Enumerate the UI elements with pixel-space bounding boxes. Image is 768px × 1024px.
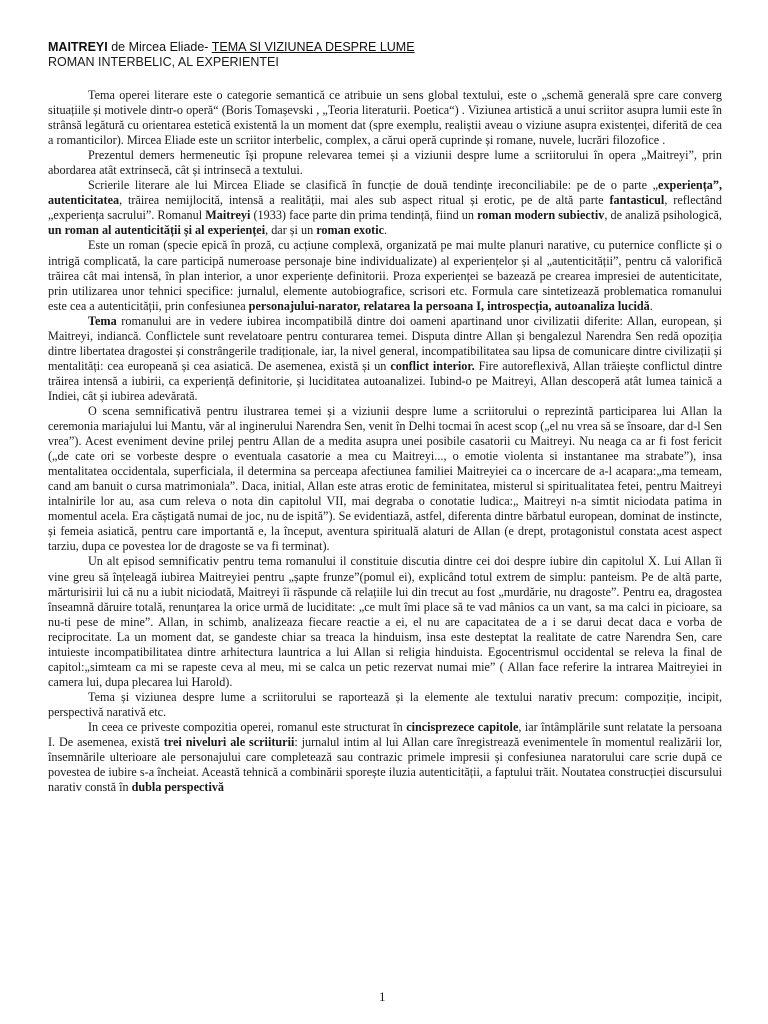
bold-phrase: personajului-narator, relatarea la persoana I, introspecția, autoanaliza lucidă [248, 298, 650, 313]
text-run: Tema și viziunea despre lume a scriitorului se raportează și la elemente ale textului narativ precum: compoziție, incipit, perspectivă narativă etc. [48, 689, 722, 719]
text-run: O scena semnificativă pentru ilustrarea temei și a viziunii despre lume a scriitorului o reprezintă participarea lui Allan la ceremonia mariajului lui Mantu, văr al inginerului Narendra Sen, venit în Delhi tocmai în acest scop („el nu vrea să se însoare, dar d-l Sen vrea”). Acest eveniment devine prilej pentru Allan de a medita asupra unei posibile casatorii cu Maitreyi. Nu neaga ca ar fi fost fericit („de cate ori se vorbeste despre o eventuala casatorie a mea cu Maitreyi..., o emotie violenta si instantanee ma strabate”), insa mentalitatea occidentala, superficiala, il determina sa perceapa afectiunea familiei Maitreyiei ca o incercare de a-l acapara:„ma temeam, cand am banuit o cursa matrimoniala”. Daca, initial, Allan este atras erotic de feminitatea, misterul si spiritualitatea fetei, pentru Maitreyi intalnirile lor au, asa cum releva o nota din capitolul VII, mai degraba o conotatie ludica:„ Maitreyi n-a simtit niciodata patima in momentul acela. Era căștigată numai de joc, nu de ispită”). Se evidentiază, astfel, diferenta dintre bărbatul european, dominat de instincte, și femeia asiatică, pentru care importantă e, la început, aventura spirituală alaturi de Allan (e drept, protagonistul constata acest aspect tarziu, dupa ce povestea lor de dragoste se va fi terminat). [48, 403, 722, 554]
text-run: Este un roman (specie epică în proză, cu acțiune complexă, organizată pe mai multe planuri narative, cu puternice conflicte și o intrigă complicată, la care participă numeroase personaje bine individualizate) al experiențelor și al „autenticității”, pentru că valorifică trăirea cât mai intensă, în plan interior, a unor experiențe definitorii. Proza experienței se bazează pe crearea impresiei de autenticitate, prin utilizarea unor tehnici specifice: jurnalul, elemente autobiografice, scrisori etc. Formula care sintetizează problematica romanului este cea a autenticității, prin confesiunea [48, 238, 722, 313]
title-theme: TEMA SI VIZIUNEA DESPRE LUME [211, 40, 415, 54]
title-author-name: MAITREYI [48, 40, 108, 54]
text-run: Fire autoreflexivă, Allan trăiește conflictul dintre trăirea intensă a iubirii, ca experiență definitorie, și luciditatea autoanalizei. Iubind-o pe Maitreyi, Allan descoperă atât lumea tainică a Indiei, cât și iubirea adevărată. [48, 358, 722, 403]
text-run: : jurnalul intim al lui Allan care înregistrează evenimentele în momentul realizării lor, însemnările ulterioare ale personajului care completează sau contrazic primele impresii și confesiunea naratorului care scrie după ce povestea de iubire s-a încheiat. Această tehnică a combinării sporește iluzia autenticității, a faptului trăit. Noutatea construcției discursului narativ constă în [48, 735, 722, 795]
bold-phrase: dubla perspectivă [131, 780, 225, 795]
text-run: . [384, 223, 388, 238]
document-body [48, 88, 722, 795]
text-run: , dar și un [265, 223, 317, 238]
text-run: Scrierile literare ale lui Mircea Eliade se clasifică în funcție de două tendințe ireconciliabile: pe de o parte „ [88, 178, 659, 193]
text-run: Prezentul demers hermeneutic își propune relevarea temei și a viziunii despre lume a scriitorului în opera „Maitreyi”, prin abordarea atât extrinsecă, cât și intrinsecă a textului. [48, 148, 722, 178]
paragraph-7 [48, 554, 722, 689]
document-subtitle: ROMAN INTERBELIC, AL EXPERIENTEI [48, 55, 279, 69]
text-run: Un alt episod semnificativ pentru tema romanului il constituie discutia dintre cei doi despre iubire din capitolul X. Lui Allan îi vine greu să înțeleagă iubirea Maitreyiei pentru „șapte frunze”(pomul ei), explicând totul extrem de simplu: panteism. Pe de altă parte, mărturisirii lui că nu a iubit niciodată, Maitreyi îi răspunde că relațiile lui din trecut au fost „murdărie, nu dragoste”. Pentru ea, dragostea înseamnă dăruire totală, renunțarea la orice urmă de luciditate: „ce mult îmi place să te vad mânios ca un vant, sa ma calci in picioare, sa nu-ti pese de mine”. Allan, in schimb, analizeaza fiecare reactie a ei, el nu are capacitatea de a i se darui decat daca e vorba de reciprocitate. La un moment dat, se gandeste chiar sa treaca la hinduism, insa este desteptat la realitate de catre Narendra Sen, care intuieste incompatibilitatea dintre arhitectura launtrica a lui Allan si religia hinduista. Egocentrismul occidental se releva la final de capitol:„simteam ca mi se rapeste ceva al meu, mi se calca un petic rezervat numai mie” ( Allan face referire la intrarea Maitreyiei in camera lui, dupa plecarea lui Harold). [48, 554, 722, 689]
text-run: , de analiză psihologică, [604, 208, 722, 223]
document-page [48, 40, 722, 795]
title-by-author: de Mircea Eliade- [107, 40, 212, 54]
bold-phrase: experiența”, autenticitatea [48, 178, 722, 208]
text-run: , reflectând „experiența sacrului”. Romanul [48, 193, 722, 223]
paragraph-6 [48, 404, 722, 554]
page-number: 1 [379, 989, 386, 1004]
bold-phrase: trei niveluri ale scriiturii [163, 735, 295, 750]
text-run: , iar întâmplările sunt relatate la persoana I. De asemenea, există [48, 719, 722, 750]
bold-phrase: roman modern subiectiv [477, 208, 605, 223]
bold-phrase: un roman al autenticității și al experienței [48, 223, 266, 238]
bold-phrase: Maitreyi [205, 208, 251, 223]
document-title [48, 40, 722, 55]
bold-phrase: fantasticul [609, 193, 665, 208]
bold-phrase: Tema [88, 313, 117, 328]
paragraph-9 [48, 720, 722, 795]
paragraph-5 [48, 314, 722, 404]
paragraph-1 [48, 88, 722, 148]
text-run: . [649, 298, 653, 313]
paragraph-8 [48, 690, 722, 720]
text-run: Tema operei literare este o categorie semantică ce atribuie un sens global textului, este o „schemă generală spre care converg situațiile și motivele dintr-o operă“ (Boris Tomașevski , „Teoria literaturii. Poetica“) . Viziunea artistică a unui scriitor asupra lumii este în strânsă legătură cu orientarea estetică existentă la un moment dat (spre exemplu, realiștii aveau o viziune asupra existenței, diferită de cea a romanticilor). Mircea Eliade este un scriitor interbelic, complex, a cărui operă cuprinde și romane, nuvele, lucrări filozofice . [48, 88, 722, 148]
bold-phrase: cincisprezece capitole [406, 719, 519, 734]
text-run: In ceea ce priveste compozitia operei, romanul este structurat în [88, 719, 407, 734]
bold-phrase: roman exotic [316, 223, 385, 238]
text-run: , trăirea nemijlocită, intensă a realității, mai ales sub aspect ritual și erotic, pe de altă parte [119, 193, 610, 208]
text-run: (1933) face parte din prima tendință, fiind un [250, 208, 478, 223]
paragraph-2 [48, 148, 722, 178]
text-run: romanului are in vedere iubirea incompatibilă dintre doi oameni apartinand unor civilizatii diferite: Allan, european, și Maitreyi, indiancă. Conflictele sunt revelatoare pentru conturarea temei. Disputa dintre Allan și bengalezul Narendra Sen redă opoziția dintre libertatea dragostei și constrângerile tradiționale, iar, la nivel general, incompatibilitatea sau lipsa de comunicare dintre civilizații și mentalități: cea europeană și cea asiatică. De asemenea, există și un [48, 313, 722, 373]
bold-phrase: conflict interior. [390, 358, 475, 373]
paragraph-4 [48, 238, 722, 313]
paragraph-3 [48, 178, 722, 238]
